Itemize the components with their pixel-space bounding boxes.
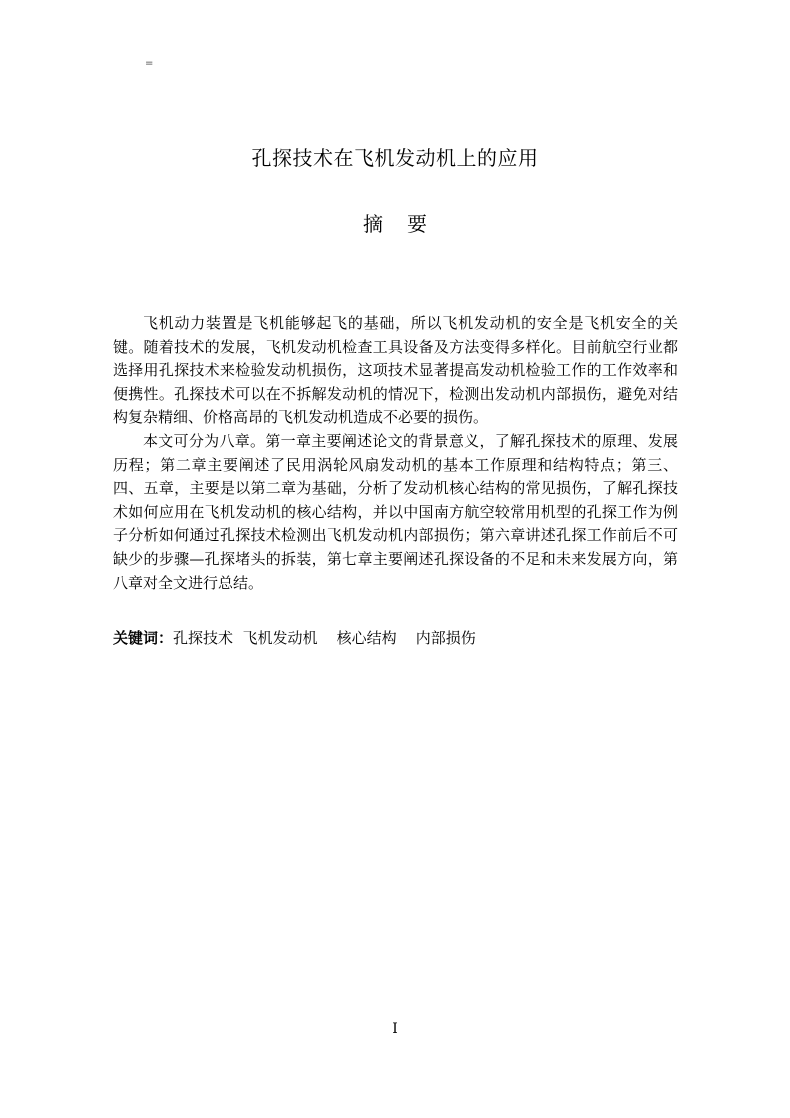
document-title: 孔探技术在飞机发动机上的应用 <box>251 146 539 170</box>
keywords-line <box>113 627 678 649</box>
page-number: I <box>392 1021 398 1037</box>
abstract-heading: 摘要 <box>363 212 451 236</box>
keywords-label: 关键词： <box>113 629 174 647</box>
abstract-body <box>113 312 678 595</box>
keywords-list: 孔探技术 飞机发动机 核心结构 内部损伤 <box>173 629 476 647</box>
abstract-paragraph-2: 本文可分为八章。第一章主要阐述论文的背景意义，了解孔探技术的原理、发展历程；第二章主要阐述了民用涡轮风扇发动机的基本工作原理和结构特点；第三、四、五章，主要是以第二章为基础，分析了发动机核心结构的常见损伤，了解孔探技术如何应用在飞机发动机的核心结构，并以中国南方航空较常用机型的孔探工作为例子分析如何通过孔探技术检测出飞机发动机内部损伤；第六章讲述孔探工作前后不可缺少的步骤—孔探堵头的拆装，第七章主要阐述孔探设备的不足和未来发展方向，第八章对全文进行总结。 <box>113 431 678 592</box>
abstract-paragraph-1: 飞机动力装置是飞机能够起飞的基础，所以飞机发动机的安全是飞机安全的关键。随着技术的发展，飞机发动机检查工具设备及方法变得多样化。目前航空行业都选择用孔探技术来检验发动机损伤，这项技术显著提高发动机检验工作的工作效率和便携性。孔探技术可以在不拆解发动机的情况下，检测出发动机内部损伤，避免对结构复杂精细、价格高昂的飞机发动机造成不必要的损伤。 <box>113 314 678 427</box>
corner-mark: = <box>145 58 154 69</box>
